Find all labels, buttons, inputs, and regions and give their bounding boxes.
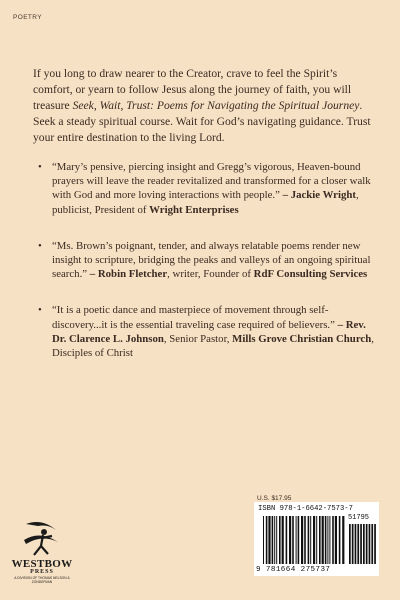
- barcode-bar: [319, 516, 321, 564]
- barcode-bar: [272, 516, 274, 564]
- barcode-bar: [276, 516, 277, 564]
- barcode-bar: [298, 516, 300, 564]
- barcode-bar: [335, 516, 337, 564]
- barcode-bar: [352, 524, 354, 564]
- intro-text-end: . Seek a steady spiritual course. Wait for God’s navigating guidance. Trust your entire destination to the living Lord.: [33, 99, 371, 144]
- barcode-bar: [296, 516, 297, 564]
- barcode-bar: [355, 524, 357, 564]
- publisher-name: WESTBOW: [11, 558, 73, 570]
- endorsement-text: “It is a poetic dance and masterpiece of movement through self-discovery...it is the essential traveling case required of believers.”: [52, 304, 338, 331]
- barcode-bar: [289, 516, 291, 564]
- barcode-bar: [332, 516, 334, 564]
- endorsement-organization: RdF Consulting Services: [253, 268, 368, 281]
- barcode-bar: [327, 516, 328, 564]
- endorsement-list: [38, 160, 378, 360]
- bullet-icon: •: [38, 161, 42, 173]
- barcode-bar: [374, 524, 376, 564]
- book-title: Seek, Wait, Trust: Poems for Navigating the Spiritual Journey: [72, 99, 360, 112]
- barcode-bar: [266, 516, 268, 564]
- publisher-press: PRESS: [30, 569, 54, 575]
- barcode-bar: [329, 516, 330, 564]
- intro-text-start: If you long to draw nearer to the Creator, crave to feel the Spirit’s comfort, or yearn to follow Jesus along the journey of faith, you will treasure: [33, 67, 352, 112]
- price-label: U.S. $17.95: [257, 495, 292, 502]
- barcode-bar: [263, 516, 264, 564]
- endorsement-item: [38, 160, 378, 217]
- barcode-bar: [322, 516, 324, 564]
- barcode-bar: [349, 524, 351, 564]
- barcode-bar: [325, 516, 327, 564]
- intro-paragraph: [33, 66, 373, 146]
- barcode-bar: [310, 516, 311, 564]
- endorsement-role: , Senior Pastor,: [163, 332, 233, 345]
- barcode-bar: [369, 524, 371, 564]
- isbn-number: ISBN 978-1-6642-7573-7: [258, 505, 353, 513]
- barcode-bar: [268, 516, 270, 564]
- barcode-bar: [286, 516, 288, 564]
- barcode-bar: [363, 524, 365, 564]
- barcode-bar: [292, 516, 294, 564]
- endorsement-author: – Robin Fletcher: [89, 268, 168, 281]
- archer-icon: [22, 520, 62, 558]
- endorsement-text: “Mary’s pensive, piercing insight and Gregg’s vigorous, Heaven-bound prayers will leave the reader revitalized and transformed for a closer walk with God and more loving interactions with people.”: [52, 161, 371, 202]
- endorsement-organization: Wright Enterprises: [149, 203, 239, 216]
- barcode-bar: [274, 516, 275, 564]
- category-label: POETRY: [13, 14, 43, 21]
- addon-digits: 51795: [348, 514, 370, 522]
- barcode-bar: [342, 516, 344, 564]
- barcode-bar: [301, 516, 303, 564]
- barcode-bars: [257, 516, 377, 566]
- endorsement-author: – Jackie Wright: [282, 189, 356, 202]
- ean-digits: 9 781664 275737: [256, 566, 331, 574]
- barcode-bar: [313, 516, 315, 564]
- endorsement-text: “Ms. Brown’s poignant, tender, and always relatable poems render new insight to scripture, bridging the peaks and valleys of an ongoing spiritual search.”: [52, 239, 371, 281]
- bullet-icon: •: [38, 304, 42, 317]
- barcode-bar: [371, 524, 373, 564]
- barcode-bar: [357, 524, 359, 564]
- endorsement-role: , publicist, President of: [52, 189, 359, 216]
- endorsement-item: [38, 239, 378, 282]
- endorsement-role: , writer, Founder of: [167, 268, 254, 281]
- barcode-bar: [366, 524, 368, 564]
- endorsement-item: [38, 303, 378, 360]
- endorsement-author: – Rev. Dr. Clarence L. Johnson: [52, 318, 366, 345]
- barcode-bar: [279, 516, 281, 564]
- bullet-icon: •: [38, 239, 42, 252]
- barcode-bar: [308, 516, 310, 564]
- barcode-bar: [339, 516, 341, 564]
- barcode-bar: [316, 516, 317, 564]
- publisher-logo: [10, 520, 74, 582]
- barcode-bar: [282, 516, 284, 564]
- barcode: [254, 502, 379, 576]
- endorsement-organization: Mills Grove Christian Church: [232, 332, 372, 345]
- barcode-bar: [304, 516, 306, 564]
- endorsement-tail: , Disciples of Christ: [52, 332, 374, 360]
- publisher-tagline: A DIVISION OF THOMAS NELSON & ZONDERVAN: [14, 576, 70, 584]
- barcode-bar: [360, 524, 362, 564]
